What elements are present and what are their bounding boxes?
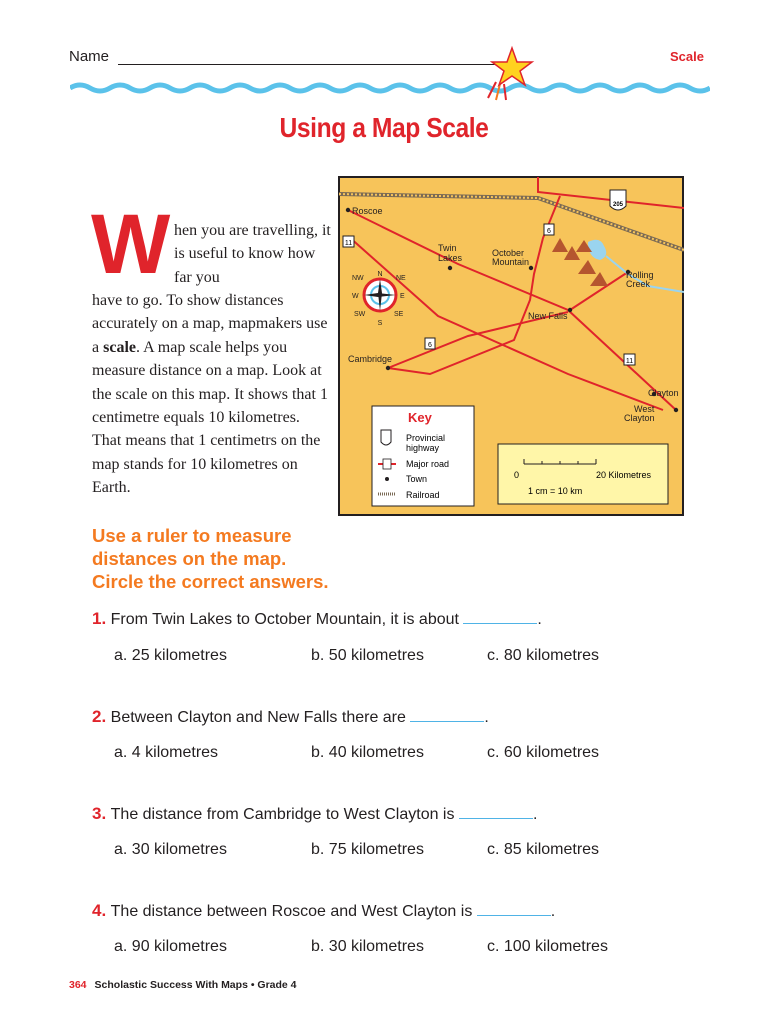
highway-6-label: 6 [428,342,432,349]
option-a[interactable]: a. 90 kilometres [114,938,227,955]
question-number: 2. [92,707,107,726]
town-rolling-creek: Rolling [626,270,654,280]
intro-text-first: hen you are travelling, it is useful to know how far you [174,222,331,286]
question-end: . [550,903,556,920]
page-number: 364 [69,979,87,991]
question-end: . [532,806,538,823]
question-text: The distance from Cambridge to West Clayton is [110,806,455,823]
town-twin-lakes: Lakes [438,253,463,263]
town-october-mountain: Mountain [492,257,530,267]
key-provincial: highway [406,443,440,453]
question-end: . [537,611,542,628]
question [92,901,555,921]
instruction-line: Circle the correct answers. [92,571,329,592]
option-b[interactable]: b. 50 kilometres [311,647,424,664]
footer-text: Scholastic Success With Maps • Grade 4 [94,979,297,991]
highway-11-label: 11 [625,358,634,365]
compass-s: S [377,320,383,327]
scale-zero: 0 [514,470,520,480]
town-icon [385,477,389,481]
town-west-clayton: Clayton [624,413,655,423]
highway-11-label: 11 [344,240,353,247]
answer-blank[interactable] [410,707,484,722]
question-text: The distance between Roscoe and West Clayton is [110,903,473,920]
question [92,609,542,629]
compass-sw: SW [354,311,366,318]
town-twin-lakes: Twin [438,243,457,253]
instructions [92,524,392,593]
name-label: Name [69,48,110,65]
option-c[interactable]: c. 60 kilometres [487,744,600,761]
option-c[interactable]: c. 100 kilometres [487,938,608,955]
name-field-line[interactable] [118,64,498,65]
highway-shield-11 [343,236,354,247]
option-b[interactable]: b. 40 kilometres [311,744,424,761]
town-roscoe: Roscoe [352,206,383,216]
answer-blank[interactable] [477,901,551,916]
drop-cap: W [91,197,171,291]
town-new-falls: New Falls [528,311,568,321]
intro-text-part: . A map scale helps you measure distance on a map. Look at the scale on this map. It shows that 1 centimetre equals 10 kilometres. That means that 1 centimetrs on the map stands for 10 kilometres on Earth. [92,338,328,497]
town-rolling-creek: Creek [626,279,651,289]
instruction-line: distances on the map. [92,548,287,569]
answer-blank[interactable] [463,609,537,624]
question [92,707,489,727]
compass-w: W [352,293,359,300]
option-a[interactable]: a. 30 kilometres [114,841,227,858]
provincial-highway-icon [381,430,391,445]
option-b[interactable]: b. 30 kilometres [311,938,424,955]
option-c[interactable]: c. 85 kilometres [487,841,600,858]
highway-shield-6b [425,338,435,349]
highway-shield-11b [624,354,635,365]
compass-ne: NE [396,275,406,282]
key-railroad: Railroad [406,490,440,500]
compass-e: E [400,293,405,300]
intro-keyword: scale [103,338,136,356]
option-a[interactable]: a. 4 kilometres [114,744,219,761]
town-west-clayton: West [634,404,655,414]
scale-ratio: 1 cm = 10 km [528,486,583,496]
question-number: 3. [92,804,107,823]
compass-n: N [377,271,383,278]
question-text: Between Clayton and New Falls there are [110,709,406,726]
instruction-line: Use a ruler to measure [92,525,292,546]
answer-blank[interactable] [459,804,533,819]
key-provincial: Provincial [406,433,446,443]
question-number: 1. [92,609,107,628]
option-a[interactable]: a. 25 kilometres [114,647,227,664]
question-end: . [484,709,489,726]
key-major-road: Major road [406,459,450,469]
highway-shield-6 [544,224,554,235]
question-number: 4. [92,901,107,920]
question [92,804,537,824]
intro-text-part: have to go. To show distances accurately on a map, mapmakers use a [92,292,328,356]
question-text: From Twin Lakes to October Mountain, it is about [110,611,459,628]
topic-label: Scale [670,49,704,64]
highway-shield-205 [610,190,626,210]
key-title: Key [408,410,432,425]
option-c[interactable]: c. 80 kilometres [487,647,600,664]
map-scale [498,444,668,504]
town-clayton: Clayton [648,388,679,398]
map-key [372,406,474,506]
town-cambridge: Cambridge [348,354,393,364]
wave-border [70,74,710,98]
key-town: Town [406,474,428,484]
town-october-mountain: October [492,248,525,258]
page-title: Using a Map Scale [279,112,489,143]
compass-se: SE [394,311,404,318]
highway-205-label: 205 [612,202,624,208]
star-icon [482,42,542,102]
option-b[interactable]: b. 75 kilometres [311,841,424,858]
compass-nw: NW [352,275,364,282]
map [338,176,684,516]
scale-twenty: 20 Kilometres [596,470,652,480]
intro-text-rest [92,289,332,500]
highway-6-label: 6 [547,228,551,235]
footer [69,979,297,991]
